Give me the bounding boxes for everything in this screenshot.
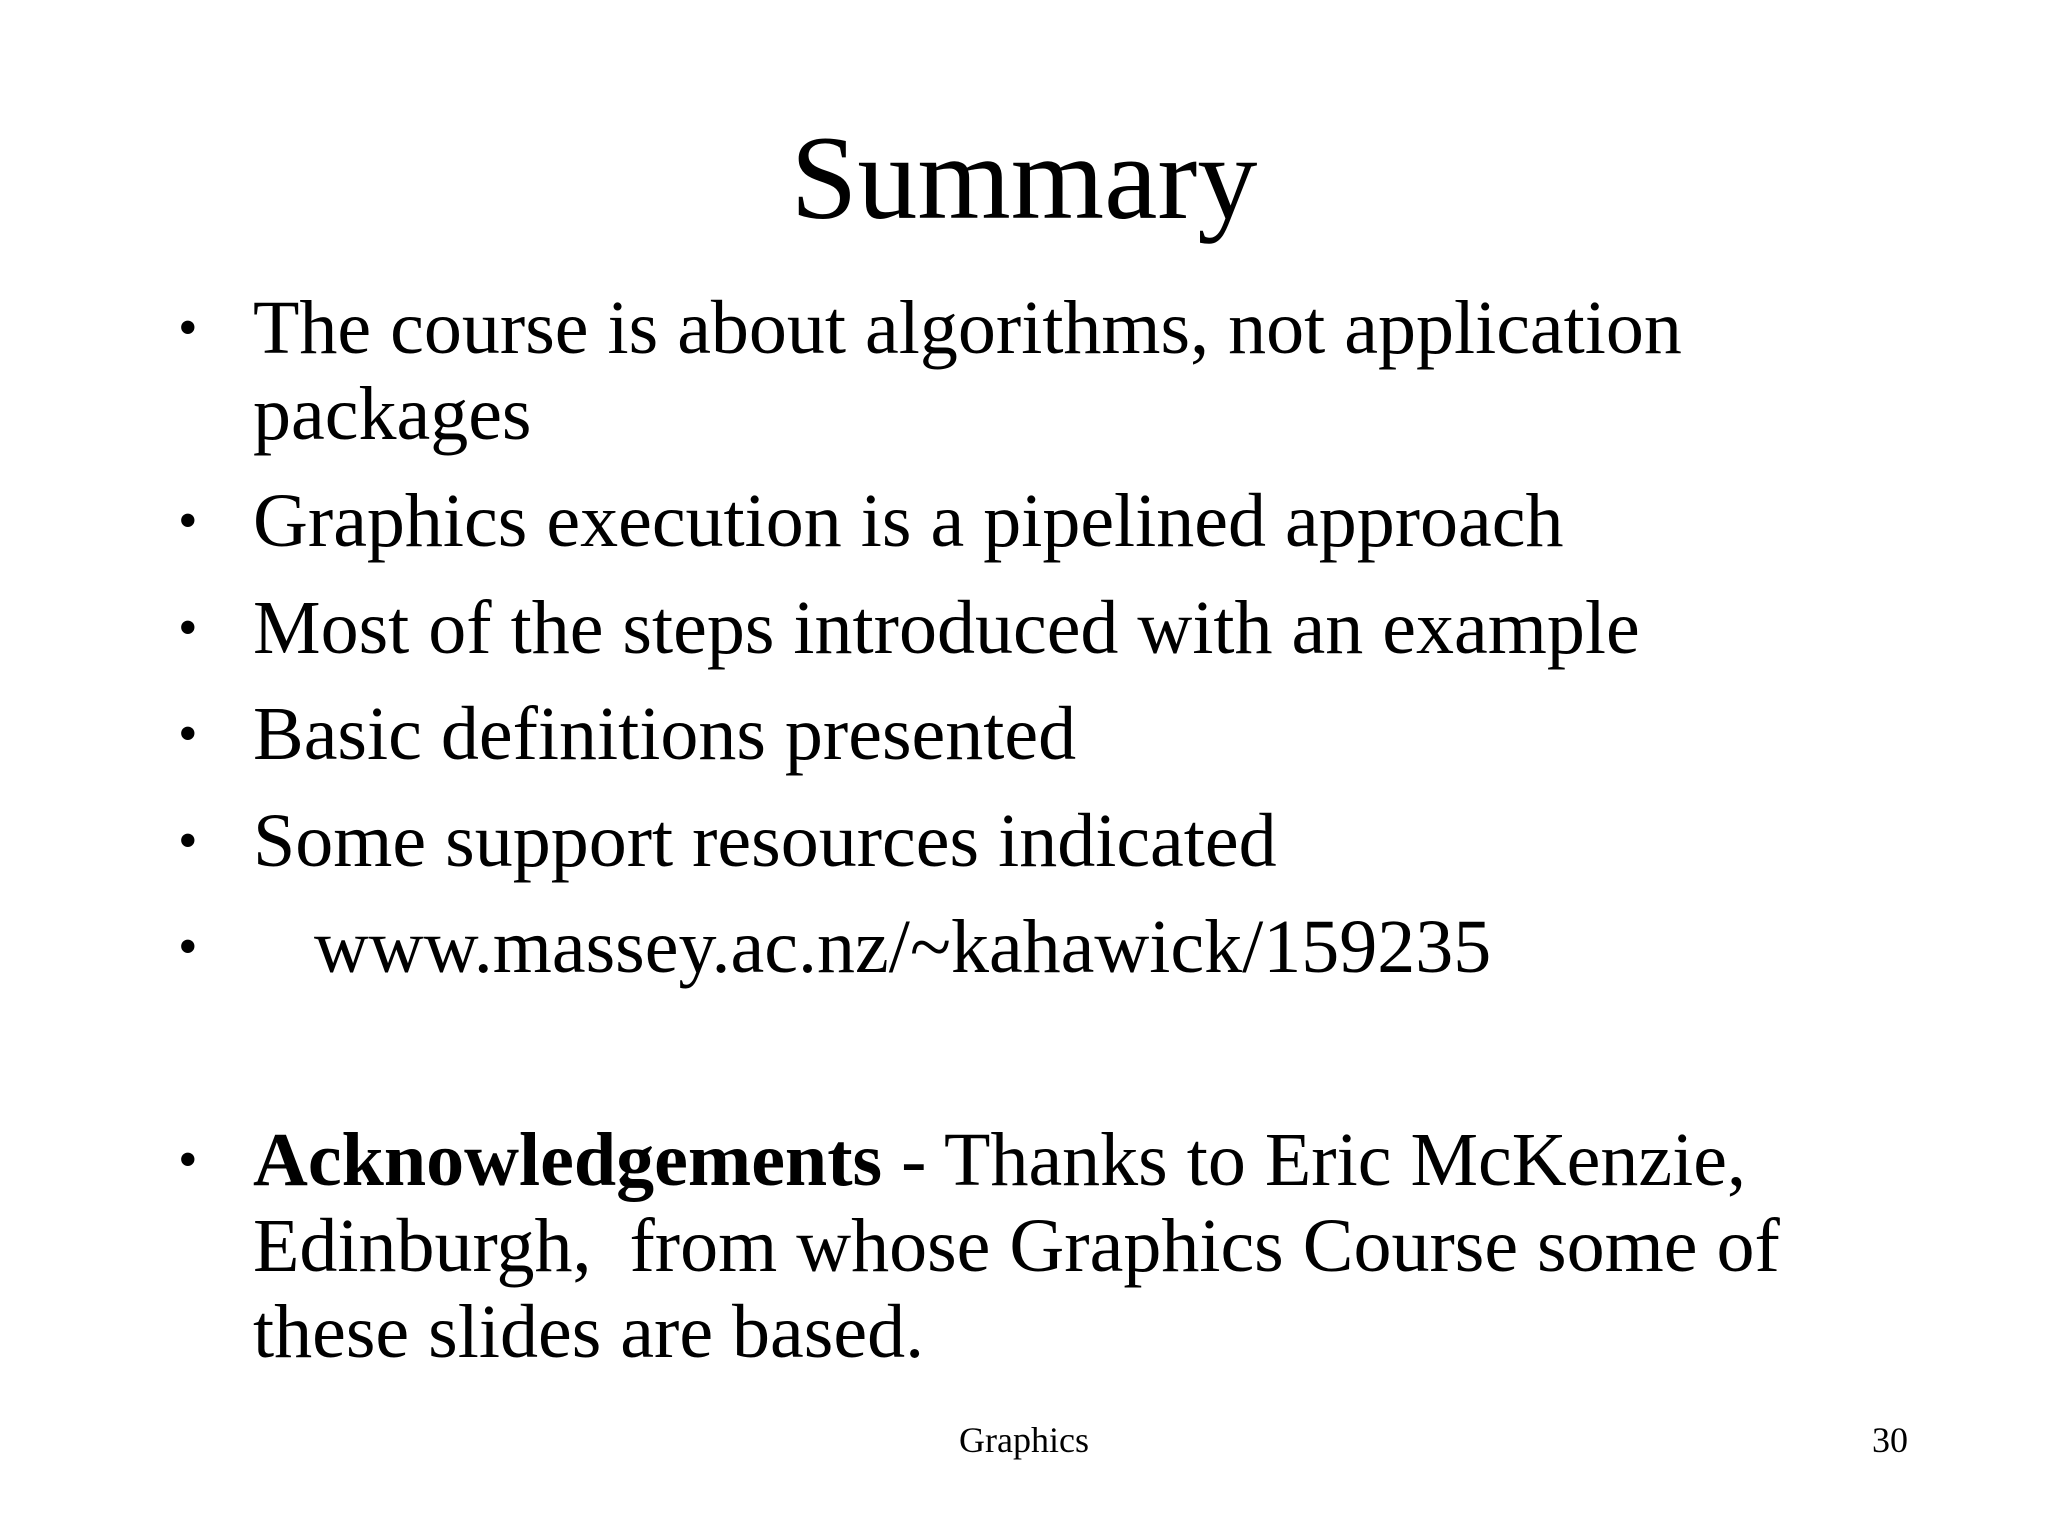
bullet-text: Some support resources indicated [253, 799, 1277, 883]
acknowledgements-heading: Acknowledgements [253, 1118, 883, 1202]
bullet-text: Basic definitions presented [253, 692, 1077, 776]
bullet-marker: • [178, 1129, 198, 1191]
acknowledgements-line2: Edinburgh, from whose Graphics Course some of [253, 1204, 1780, 1288]
bullet-marker: • [178, 916, 198, 978]
bullet-text-line1: The course is about algorithms, not application [253, 286, 1682, 370]
bullet-marker: • [178, 597, 198, 659]
bullet-marker: • [178, 297, 198, 359]
footer-title: Graphics [959, 1420, 1089, 1460]
bullet-marker: • [178, 810, 198, 872]
acknowledgements-line1 [253, 1118, 1903, 1202]
acknowledgements-thanks: - Thanks to Eric McKenzie, [882, 1118, 1746, 1202]
slide-title: Summary [790, 111, 1258, 244]
page-number: 30 [1872, 1420, 1908, 1460]
bullet-marker: • [178, 703, 198, 765]
bullet-text: Graphics execution is a pipelined approach [253, 479, 1564, 563]
acknowledgements-line3: these slides are based. [253, 1290, 925, 1374]
bullet-text-line2: packages [253, 372, 532, 456]
bullet-marker: • [178, 490, 198, 552]
bullet-text: Most of the steps introduced with an example [253, 586, 1640, 670]
course-url-text: www.massey.ac.nz/~kahawick/159235 [314, 905, 1492, 989]
